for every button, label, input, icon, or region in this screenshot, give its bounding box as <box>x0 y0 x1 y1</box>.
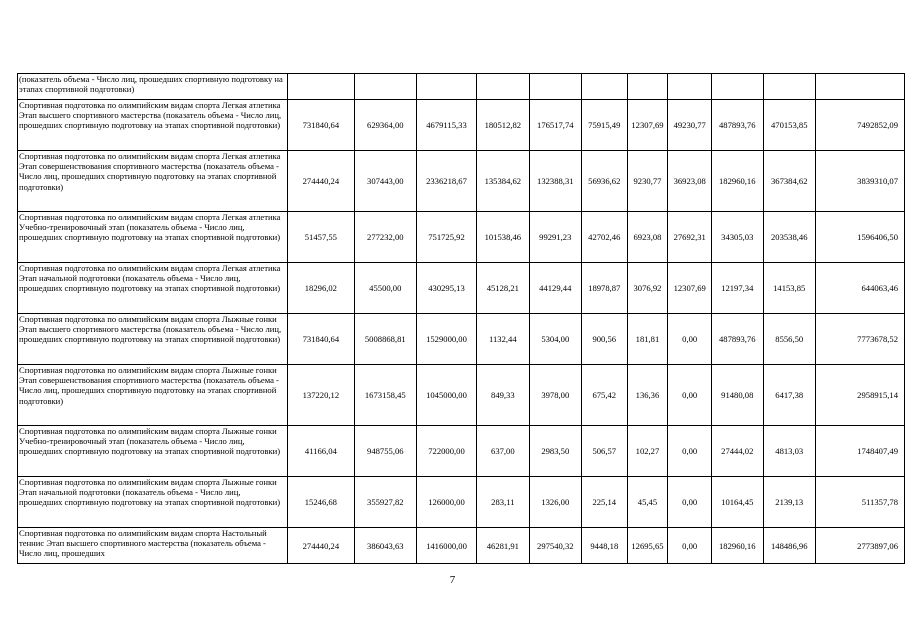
row-description: (показатель объема - Число лиц, прошедших спортивную подготовку на этапах спортивной подготовки) <box>18 74 288 100</box>
table-cell: 102,27 <box>627 426 668 477</box>
table-cell: 12307,69 <box>627 100 668 151</box>
table-cell: 0,00 <box>668 365 712 426</box>
table-cell: 45,45 <box>627 477 668 528</box>
table-cell: 46281,91 <box>477 528 529 564</box>
table-cell: 2983,50 <box>529 426 581 477</box>
table-cell: 12307,69 <box>668 263 712 314</box>
table-cell: 182960,16 <box>712 151 763 212</box>
table-row <box>18 151 905 212</box>
table-cell: 132388,31 <box>529 151 581 212</box>
table-cell: 126000,00 <box>416 477 476 528</box>
table-cell: 36923,08 <box>668 151 712 212</box>
table-cell-total: 1596406,50 <box>815 212 904 263</box>
table-cell: 0,00 <box>668 477 712 528</box>
table-cell <box>668 74 712 100</box>
table-row <box>18 365 905 426</box>
table-cell: 5008868,81 <box>354 314 416 365</box>
table-row <box>18 74 905 100</box>
table-cell: 722000,00 <box>416 426 476 477</box>
table-cell: 180512,82 <box>477 100 529 151</box>
table-cell-total: 644063,46 <box>815 263 904 314</box>
table-cell: 181,81 <box>627 314 668 365</box>
table-cell: 15246,68 <box>288 477 355 528</box>
page-number: 7 <box>449 574 456 586</box>
table-cell: 731840,64 <box>288 314 355 365</box>
table-cell-total <box>815 74 904 100</box>
table-cell: 274440,24 <box>288 151 355 212</box>
row-description: Спортивная подготовка по олимпийским видам спорта Лыжные гонки Этап высшего спортивного мастерства (показатель объема - Число лиц, прошедших спортивную подготовку на этапах спортивной подготовки) <box>18 314 288 365</box>
table-cell: 18978,87 <box>582 263 628 314</box>
table-cell: 277232,00 <box>354 212 416 263</box>
table-cell: 731840,64 <box>288 100 355 151</box>
table-cell <box>582 74 628 100</box>
table-cell: 367384,62 <box>763 151 815 212</box>
table-cell: 148486,96 <box>763 528 815 564</box>
table-row <box>18 263 905 314</box>
table-row <box>18 100 905 151</box>
row-description: Спортивная подготовка по олимпийским видам спорта Легкая атлетика Этап совершенствования спортивного мастерства (показатель объема - Число лиц, прошедших спортивную подготовку на этапах спортивной подготовки) <box>18 151 288 212</box>
row-description: Спортивная подготовка по олимпийским видам спорта Лыжные гонки Этап совершенствования спортивного мастерства (показатель объема - Число лиц, прошедших спортивную подготовку на этапах спортивной подготовки) <box>18 365 288 426</box>
table-cell: 637,00 <box>477 426 529 477</box>
table-cell: 42702,46 <box>582 212 628 263</box>
row-description: Спортивная подготовка по олимпийским видам спорта Лыжные гонки Этап начальной подготовки (показатель объема - Число лиц, прошедших спортивную подготовку на этапах спортивной подготовки) <box>18 477 288 528</box>
table-cell: 75915,49 <box>582 100 628 151</box>
table-cell: 6417,38 <box>763 365 815 426</box>
table-cell <box>477 74 529 100</box>
table-cell: 182960,16 <box>712 528 763 564</box>
table-cell <box>416 74 476 100</box>
table-cell: 0,00 <box>668 426 712 477</box>
table-cell: 487893,76 <box>712 100 763 151</box>
table-cell: 51457,55 <box>288 212 355 263</box>
table-cell: 2336218,67 <box>416 151 476 212</box>
table-cell: 135384,62 <box>477 151 529 212</box>
table-cell: 41166,04 <box>288 426 355 477</box>
table-cell-total: 7773678,52 <box>815 314 904 365</box>
table-cell: 91480,08 <box>712 365 763 426</box>
table-cell <box>354 74 416 100</box>
table-cell: 751725,92 <box>416 212 476 263</box>
table-cell: 1132,44 <box>477 314 529 365</box>
table-cell: 3076,92 <box>627 263 668 314</box>
table-cell: 386043,63 <box>354 528 416 564</box>
table-cell: 56936,62 <box>582 151 628 212</box>
table-cell <box>627 74 668 100</box>
table-cell: 8556,50 <box>763 314 815 365</box>
table-cell: 629364,00 <box>354 100 416 151</box>
table-cell: 948755,06 <box>354 426 416 477</box>
table-cell: 4679115,33 <box>416 100 476 151</box>
table-cell: 1045000,00 <box>416 365 476 426</box>
table-cell: 307443,00 <box>354 151 416 212</box>
table-cell: 1529000,00 <box>416 314 476 365</box>
table-cell-total: 3839310,07 <box>815 151 904 212</box>
table-cell: 137220,12 <box>288 365 355 426</box>
table-cell: 355927,82 <box>354 477 416 528</box>
table-cell: 99291,23 <box>529 212 581 263</box>
table-cell: 18296,02 <box>288 263 355 314</box>
table-cell: 283,11 <box>477 477 529 528</box>
table-cell <box>763 74 815 100</box>
table-cell: 9230,77 <box>627 151 668 212</box>
table-cell: 5304,00 <box>529 314 581 365</box>
table-cell: 12695,65 <box>627 528 668 564</box>
table-cell: 9448,18 <box>582 528 628 564</box>
table-cell: 14153,85 <box>763 263 815 314</box>
table-cell-total: 7492852,09 <box>815 100 904 151</box>
table-cell: 101538,46 <box>477 212 529 263</box>
table-cell: 12197,34 <box>712 263 763 314</box>
table-cell-total: 2773897,06 <box>815 528 904 564</box>
table-cell: 849,33 <box>477 365 529 426</box>
table-cell: 0,00 <box>668 528 712 564</box>
table-cell: 1326,00 <box>529 477 581 528</box>
table-cell: 136,36 <box>627 365 668 426</box>
table-cell: 10164,45 <box>712 477 763 528</box>
table-cell: 49230,77 <box>668 100 712 151</box>
table-row <box>18 528 905 564</box>
table-cell: 45128,21 <box>477 263 529 314</box>
table-cell <box>288 74 355 100</box>
table-cell: 45500,00 <box>354 263 416 314</box>
table-cell: 176517,74 <box>529 100 581 151</box>
row-description: Спортивная подготовка по олимпийским видам спорта Легкая атлетика Этап начальной подготовки (показатель объема - Число лиц, прошедших спортивную подготовку на этапах спортивной подготовки) <box>18 263 288 314</box>
table-cell: 34305,03 <box>712 212 763 263</box>
table-cell-total: 2958915,14 <box>815 365 904 426</box>
table-cell: 4813,03 <box>763 426 815 477</box>
row-description: Спортивная подготовка по олимпийским видам спорта Лыжные гонки Учебно-тренировочный этап (показатель объема - Число лиц, прошедших спортивную подготовку на этапах спортивной подготовки) <box>18 426 288 477</box>
table-cell: 900,56 <box>582 314 628 365</box>
table-cell: 1416000,00 <box>416 528 476 564</box>
table-cell <box>712 74 763 100</box>
table-cell: 203538,46 <box>763 212 815 263</box>
table-cell: 225,14 <box>582 477 628 528</box>
table-cell: 274440,24 <box>288 528 355 564</box>
row-description: Спортивная подготовка по олимпийским видам спорта Легкая атлетика Учебно-тренировочный этап (показатель объема - Число лиц, прошедших спортивную подготовку на этапах спортивной подготовки) <box>18 212 288 263</box>
table-cell: 27444,02 <box>712 426 763 477</box>
row-description: Спортивная подготовка по олимпийским видам спорта Настольный теннис Этап высшего спортивного мастерства (показатель объема - Число лиц, прошедших <box>18 528 288 564</box>
table-cell: 487893,76 <box>712 314 763 365</box>
table-cell: 0,00 <box>668 314 712 365</box>
table-row <box>18 212 905 263</box>
table-row <box>18 426 905 477</box>
table-cell-total: 511357,78 <box>815 477 904 528</box>
table-cell: 470153,85 <box>763 100 815 151</box>
table-cell: 430295,13 <box>416 263 476 314</box>
table-cell: 27692,31 <box>668 212 712 263</box>
table-cell: 44129,44 <box>529 263 581 314</box>
budget-table <box>17 73 905 564</box>
table-cell: 297540,32 <box>529 528 581 564</box>
table-cell <box>529 74 581 100</box>
table-cell: 2139,13 <box>763 477 815 528</box>
table-cell: 675,42 <box>582 365 628 426</box>
table-cell-total: 1748407,49 <box>815 426 904 477</box>
table-cell: 3978,00 <box>529 365 581 426</box>
table-cell: 1673158,45 <box>354 365 416 426</box>
table-cell: 506,57 <box>582 426 628 477</box>
row-description: Спортивная подготовка по олимпийским видам спорта Легкая атлетика Этап высшего спортивного мастерства (показатель объема - Число лиц, прошедших спортивную подготовку на этапах спортивной подготовки) <box>18 100 288 151</box>
table-row <box>18 314 905 365</box>
table-cell: 6923,08 <box>627 212 668 263</box>
table-row <box>18 477 905 528</box>
